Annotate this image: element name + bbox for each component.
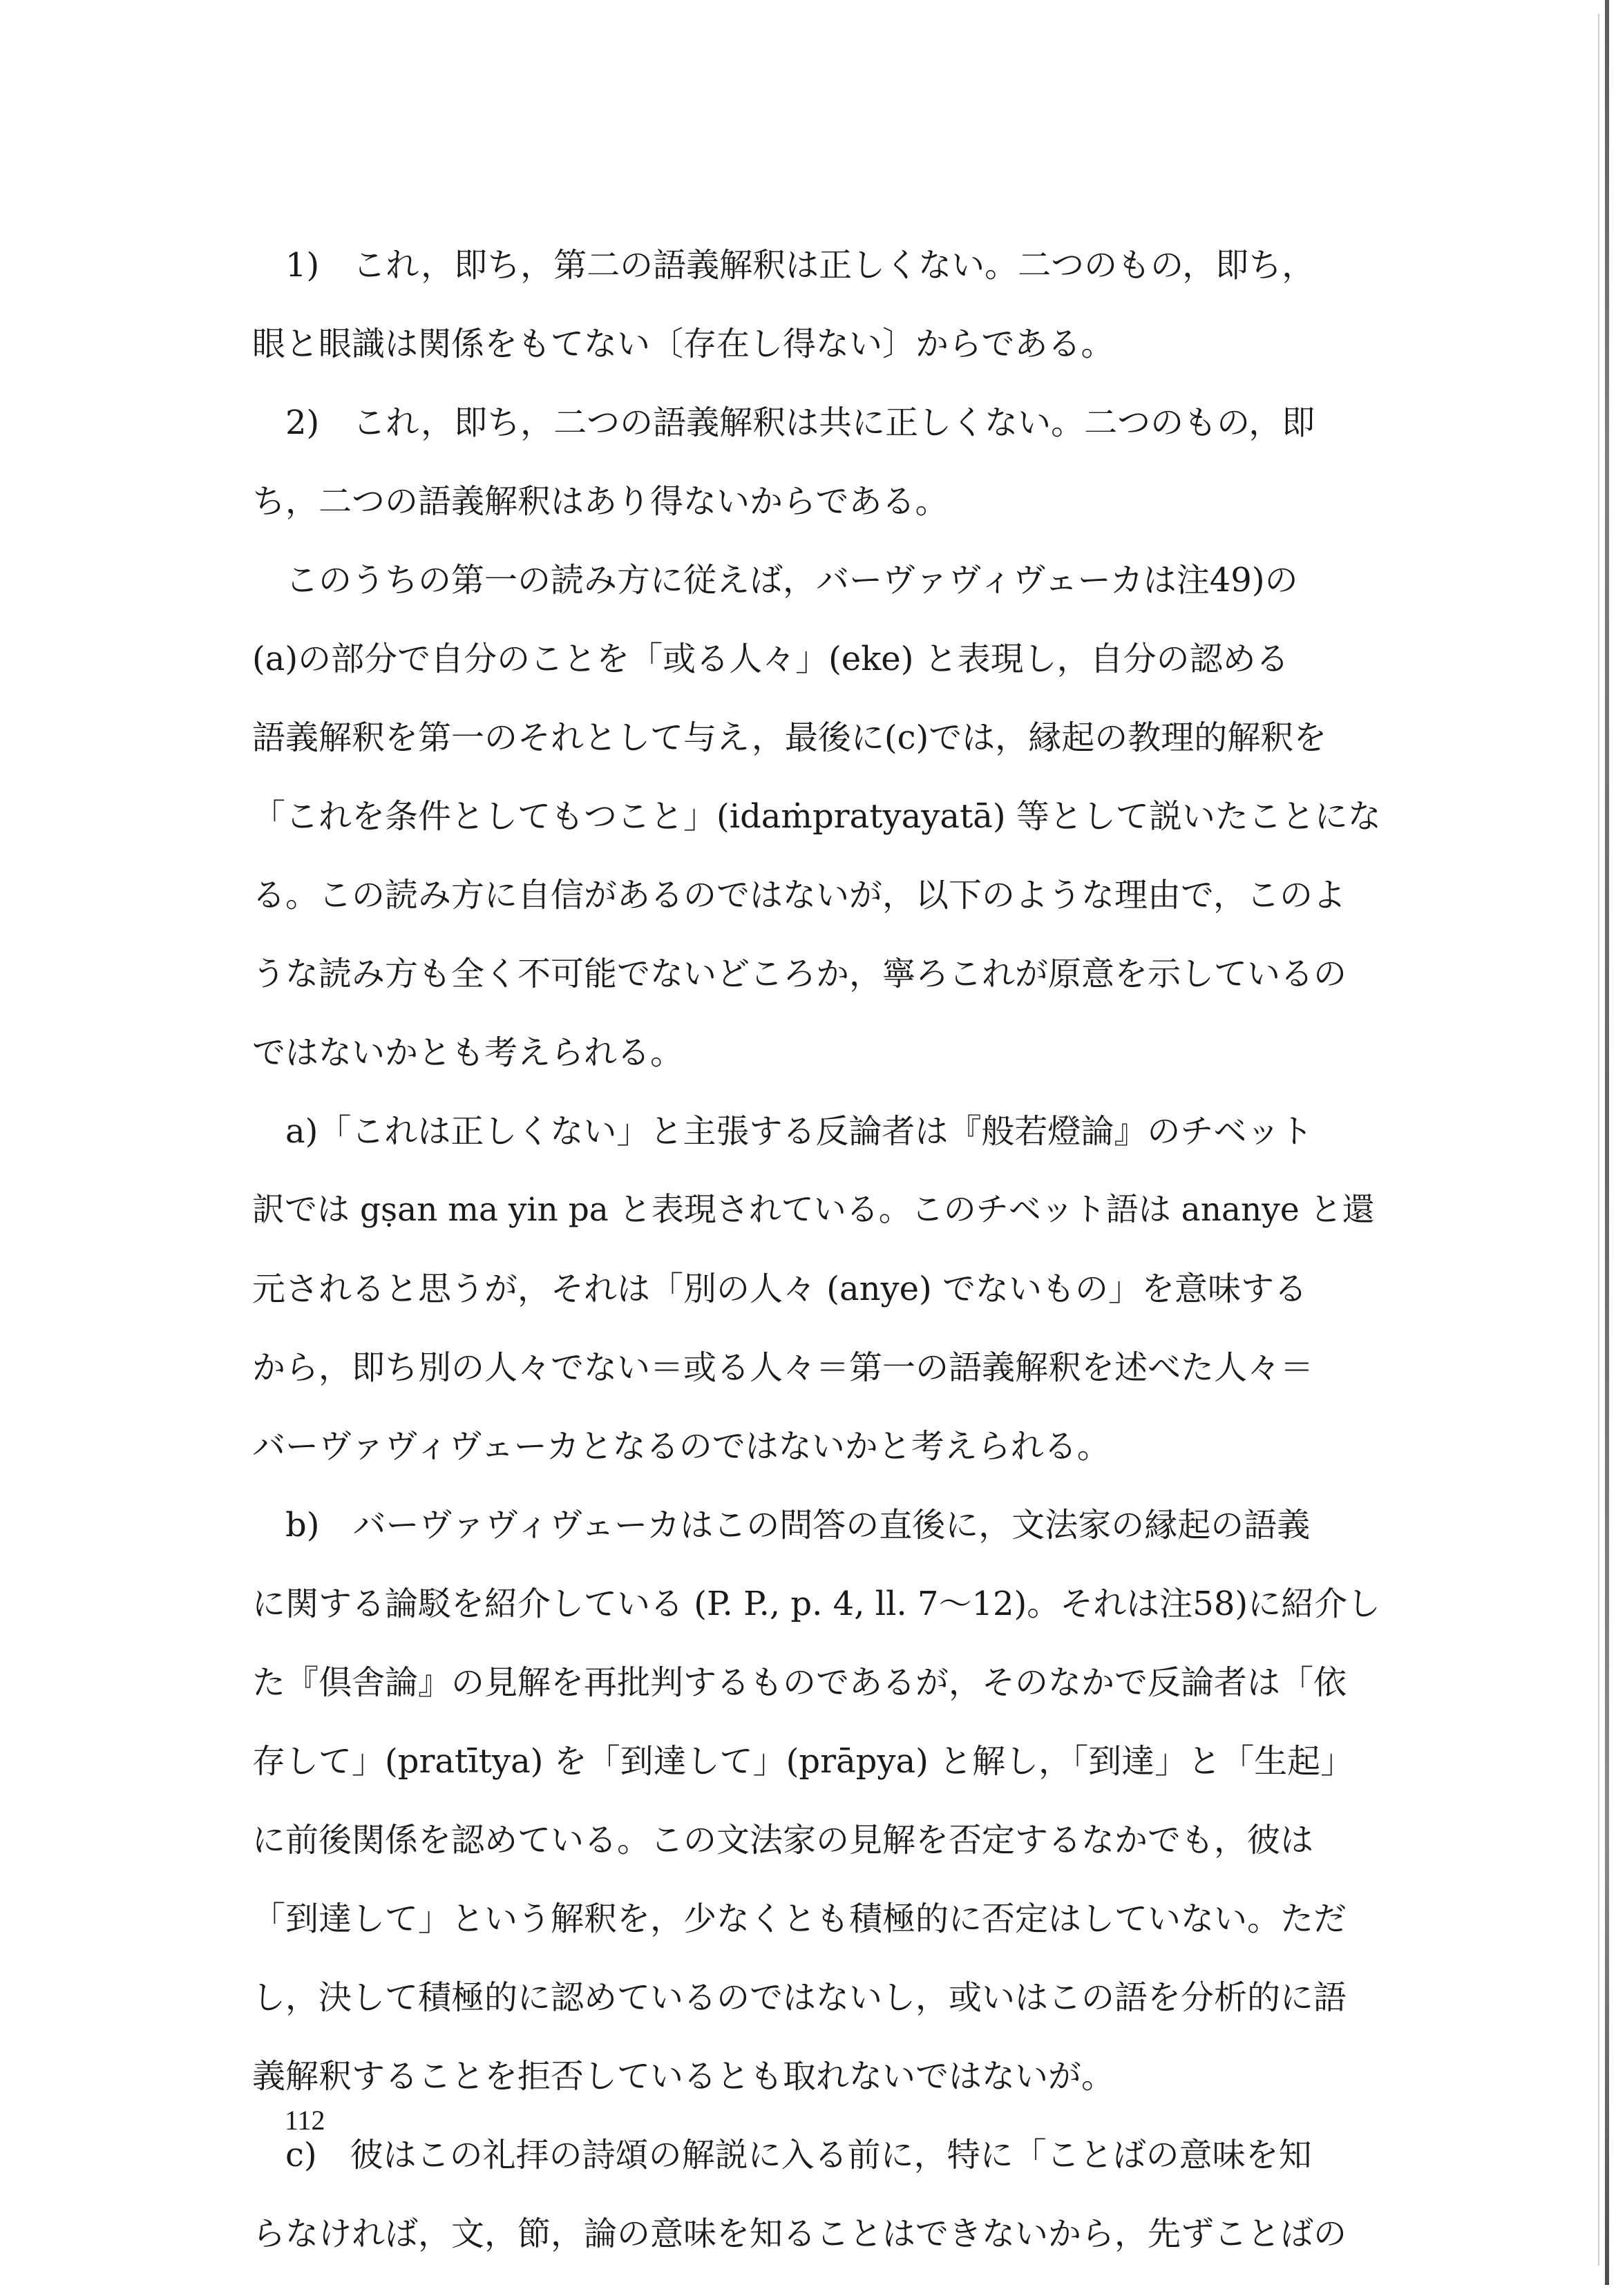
text-line: 元されると思うが，それは「別の人々 (anye) でないもの」を意味する <box>252 1270 1308 1308</box>
body-text <box>252 246 1392 2296</box>
page-number: 112 <box>285 2105 325 2136</box>
text-line: から，即ち別の人々でない＝或る人々＝第一の語義解釈を述べた人々＝ <box>252 1348 1314 1387</box>
text-line: 眼と眼識は関係をもてない〔存在し得ない〕からである。 <box>252 325 1114 363</box>
text-line: c) 彼はこの礼拝の詩頌の解説に入る前に，特に「ことばの意味を知 <box>285 2136 1312 2174</box>
text-line: 1) これ，即ち，第二の語義解釈は正しくない。二つのもの，即ち， <box>285 246 1315 285</box>
text-line: 「これを条件としてもつこと」(idaṁpratyayatā) 等として説いたことにな <box>252 797 1381 836</box>
text-line: ではないかとも考えられる。 <box>252 1033 684 1072</box>
text-line: に関する論駁を紹介している (P. P., p. 4, ll. 7～12)。それは注58)に紹介し <box>252 1585 1381 1623</box>
text-line: バーヴァヴィヴェーカとなるのではないかと考えられる。 <box>252 1427 1110 1466</box>
scan-edge-artifact <box>1605 0 1609 2285</box>
text-line: らなければ，文，節，論の意味を知ることはできないから，先ずことばの <box>252 2214 1347 2253</box>
text-line: 訳では gṣan ma yin pa と表現されている。このチベット語は ananye と還 <box>252 1191 1375 1229</box>
text-line: うな読み方も全く不可能でないどころか，寧ろこれが原意を示しているの <box>252 955 1347 993</box>
text-line: 義解釈することを拒否しているとも取れないではないが。 <box>252 2057 1115 2096</box>
text-line: し，決して積極的に認めているのではないし，或いはこの語を分析的に語 <box>252 1978 1347 2017</box>
scan-edge-line <box>1598 14 1599 2266</box>
text-line: 存して」(pratītya) を「到達して」(prāpya) と解し，「到達」と「生起」 <box>252 1742 1354 1781</box>
text-line: 語義解釈を第一のそれとして与え，最後に(c)では，縁起の教理的解釈を <box>252 718 1327 757</box>
text-line: ち，二つの語義解釈はあり得ないからである。 <box>252 482 949 521</box>
text-line: た『倶舎論』の見解を再批判するものであるが，そのなかで反論者は「依 <box>252 1663 1347 1702</box>
text-line: 「到達して」という解釈を，少なくとも積極的に否定はしていない。ただ <box>252 1900 1347 1938</box>
text-line: (a)の部分で自分のことを「或る人々」(eke) と表現し，自分の認める <box>252 640 1289 678</box>
text-line: a)「これは正しくない」と主張する反論者は『般若燈論』のチベット <box>285 1112 1313 1151</box>
text-line: る。この読み方に自信があるのではないが，以下のような理由で，このよ <box>252 876 1347 915</box>
text-line: b) バーヴァヴィヴェーカはこの問答の直後に，文法家の縁起の語義 <box>285 1506 1311 1544</box>
text-line: 2) これ，即ち，二つの語義解釈は共に正しくない。二つのもの，即 <box>285 403 1315 442</box>
text-line: このうちの第一の読み方に従えば，バーヴァヴィヴェーカは注49)の <box>285 561 1298 600</box>
text-line: に前後関係を認めている。この文法家の見解を否定するなかでも，彼は <box>252 1821 1314 1859</box>
